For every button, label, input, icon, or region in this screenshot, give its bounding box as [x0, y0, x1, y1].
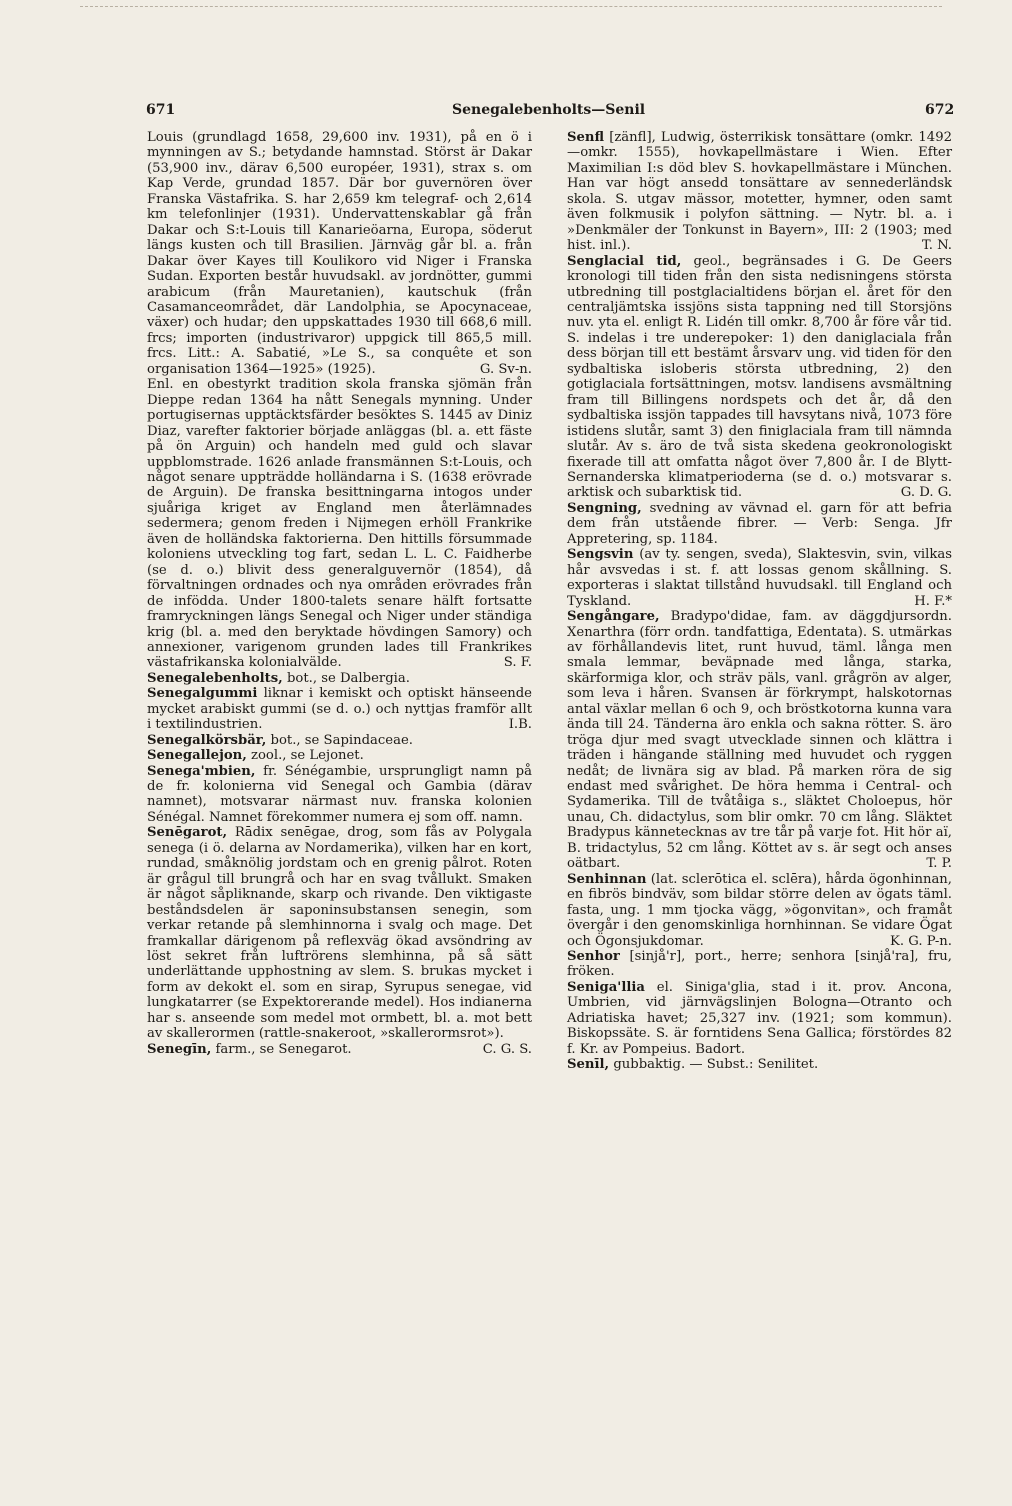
- entry: Sengsvin (av ty. sengen, sveda), Slaktesvin, svin, vilkas hår avsvedas i st. f. att lossas genom skållning. S. exporteras i slaktat tillstånd huvudsakl. till England och Tyskland. H. F.*: [567, 547, 952, 609]
- left-column: [147, 130, 532, 1057]
- entry: Senfl [zänfl], Ludwig, österrikisk tonsättare (omkr. 1492—omkr. 1555), hovkapellmästare i Wien. Efter Maximilian I:s död blev S. hovkapellmästare i München. Han var högt ansedd tonsättare av sennederländsk skola. S. utgav mässor, motetter, hymner, oden samt även folkmusik i polyfon sättning. — Nytr. bl. a. i »Denkmäler der Tonkunst in Bayern», III: 2 (1903; med hist. inl.). T. N.: [567, 130, 952, 254]
- entry: Senegalkörsbär, bot., se Sapindaceae.: [147, 732, 413, 748]
- entry: Senega'mbien, fr. Sénégambie, ursprungligt namn på de fr. kolonierna vid Senegal och Gambia (därav namnet), motsvarar närmast nuv. franska kolonien Sénégal. Namnet förekommer numera ej som off. namn.: [147, 763, 532, 825]
- entry: Senegallejon, zool., se Lejonet.: [147, 748, 364, 764]
- entry: Seniga'llia el. Siniga'glia, stad i it. prov. Ancona, Umbrien, vid järnvägslinjen Bologna—Otranto och Adriatiska havet; 25,327 inv. (1921; som kommun). Biskopssäte. S. är forntidens Sena Gallica; förstördes 82 f. Kr. av Pompeius. Badort.: [567, 979, 952, 1057]
- entry: Senegīn, farm., se Senegarot.: [147, 1041, 352, 1057]
- entry: Senīl, gubbaktig. — Subst.: Senilitet.: [567, 1057, 819, 1073]
- entry: Senglacial tid, geol., begränsades i G. De Geers kronologi till tiden från den sista nedisningens största utbredning till postglacialtidens början el. året för den centraljämtska issjöns sista tappning ned till Storsjöns nuv. yta el. enligt R. Lidén till omkr. 8,700 år före vår tid. S. indelas i tre underepoker: 1) den daniglaciala från dess början till ett bestämt årsvarv ung. vid tiden för den sydbaltiska isloberis största utbredning, 2) den gotiglaciala fortsättningen, motsv. landisens avsmältning fram till Billingens nordspets och det år, då den sydbaltiska issjön tappades till havsytans nivå, 1073 före istidens slutår, samt 3) den finiglaciala fram till nämnda slutår. Av s. äro de två sista skedena geokronologiskt fixerade till att omfatta något över 7,800 år. I de Blytt-Sernanderska klimatperioderna (se d. o.) motsvarar s. arktisk och subarktisk tid. G. D. G.: [567, 253, 952, 501]
- right-column: [567, 130, 952, 1073]
- entry: Enl. en obestyrkt tradition skola franska sjömän från Dieppe redan 1364 ha nått Senegals mynning. Under portugisernas upptäcktsfärder besöktes S. 1445 av Diniz Diaz, varefter faktorier började anläggas (bl. a. ett fäste på ön Arguin) och handeln med guld och slavar uppblomstrade. 1626 anlade fransmännen S:t-Louis, och något senare uppträdde holländarna i S. (1638 erövrade de Arguin). De franska besittningarna intogos under sjuåriga kriget av England men återlämnades sedermera; genom freden i Nijmegen erhöll Frankrike även de holländska faktorierna. Den hittills försummade koloniens utveckling tog fart, sedan L. L. C. Faidherbe (se d. o.) blivit dess generalguvernör (1854), då förvaltningen ordnades och nya områden erövrades från de infödda. Under 1800-talets senare hälft fortsatte framryckningen längs Senegal och Niger under ständiga krig (bl. a. med den beryktade hövdingen Samory) och annexioner, varigenom grunden lades till Frankrikes västafrikanska kolonialvälde. S. F.: [147, 377, 532, 671]
- entry: Senhinnan (lat. sclerōtica el. sclēra), hårda ögonhinnan, en fibrös bindväv, som bildar större delen av ögats täml. fasta, ung. 1 mm tjocka vägg, »ögonvitan», och framåt övergår i den genomskinliga hornhinnan. Se vidare Ögat och Ögonsjukdomar. K. G. P-n.: [567, 871, 952, 949]
- page-header: [0, 102, 1012, 122]
- entry: Senhor [sinjå'r], port., herre; senhora [sinjå'ra], fru, fröken.: [567, 949, 952, 980]
- running-title: Senegalebenholts—Senil: [452, 102, 646, 118]
- entry: Senegalebenholts, bot., se Dalbergia.: [147, 670, 410, 686]
- entry: Sengning, svedning av vävnad el. garn för att befria dem från utstående fibrer. — Verb: Senga. Jfr Appretering, sp. 1184.: [567, 500, 952, 547]
- entry: Senegalgummi liknar i kemiskt och optiskt hänseende mycket arabiskt gummi (se d. o.) och nyttjas framför allt i textilindustrien. I.B.: [147, 686, 532, 733]
- entry: Louis (grundlagd 1658, 29,600 inv. 1931), på en ö i mynningen av S.; betydande hamnstad. Störst är Dakar (53,900 inv., därav 6,500 européer, 1931), strax s. om Kap Verde, grundad 1857. Där bor guvernören över Franska Västafrika. S. har 2,659 km telegraf- och 2,614 km telefonlinjer (1931). Undervattenskablar gå från Dakar och S:t-Louis till Kanarieöarna, Europa, söderut längs kusten och till Brasilien. Järnväg går bl. a. från Dakar över Kayes till Koulikoro vid Niger i Franska Sudan. Exporten består huvudsakl. av jordnötter, gummi arabicum (från Mauretanien), kautschuk (från Casamanceområdet, där Landolphia, se Apocynaceae, växer) och hudar; den uppskattades 1930 till 668,6 mill. frcs; importen (industrivaror) uppgick till 865,5 mill. frcs. Litt.: A. Sabatié, »Le S., sa conquête et son organisation 1364—1925» (1925). G. Sv-n.: [147, 130, 532, 377]
- top-rule: [80, 6, 942, 7]
- page-number-left: 671: [146, 102, 176, 118]
- entry: Sengångare, Bradypo'didae, fam. av däggdjursordn. Xenarthra (förr ordn. tandfattiga, Edentata). S. utmärkas av förhållandevis litet, runt huvud, täml. långa men smala lemmar, beväpnade med långa, starka, skärformiga klor, och sträv päls, vanl. grågrön av alger, som leva i håren. Svansen är förkrympt, halskotornas antal växlar mellan 6 och 9, och bröstkotorna kunna vara ända till 24. Tänderna äro enkla och sakna rötter. S. äro tröga djur med svagt utvecklade sinnen och klättra i träden i hängande ställning med huvudet och ryggen nedåt; de livnära sig av blad. På marken röra de sig endast med svårighet. De höra hemma i Central- och Sydamerika. Till de tvåtåiga s., släktet Choloepus, hör unau, Ch. didactylus, som blir omkr. 70 cm lång. Släktet Bradypus kännetecknas av tre tår på varje fot. Hit hör aï, B. tridactylus, 52 cm lång. Köttet av s. är segt och anses oätbart. T. P.: [567, 609, 952, 872]
- entry: Senēgarot, Rādix senēgae, drog, som fås av Polygala senega (i ö. delarna av Nordamerika), vilken har en kort, rundad, småknölig jordstam och en grenig pålrot. Roten är grågul till brungrå och har en svag tvållukt. Smaken är något såpliknande, skarp och rivande. Den viktigaste beståndsdelen är saponinsubstansen senegin, som verkar retande på slemhinnorna i svalg och mage. Det framkallar därigenom på reflexväg ökad avsöndring av löst sekret från luftrörens slemhinna, på så sätt underlättande upphostning av slem. S. brukas mycket i form av dekokt el. som en sirap, Syrupus senegae, vid lungkatarrer (se Expektorerande medel). Hos indianerna har s. anseende som medel mot ormbett, bl. a. mot bett av skallerormen (rattle-snakeroot, »skallerormsrot»). C. G. S.: [147, 825, 532, 1057]
- page-number-right: 672: [925, 102, 955, 118]
